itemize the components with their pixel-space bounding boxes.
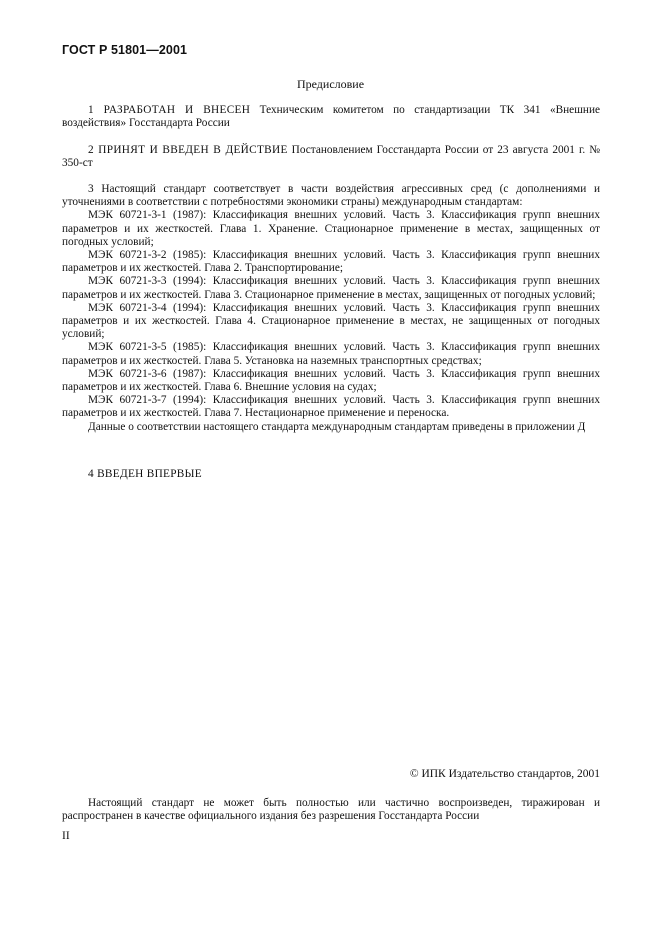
page-number: II <box>62 830 70 842</box>
item-1-lead: 1 РАЗРАБОТАН И ВНЕСЕН <box>88 104 251 116</box>
item-1-developed <box>62 104 600 130</box>
item-3-conformity <box>62 183 600 434</box>
section-title: Предисловие <box>296 77 365 91</box>
item-1-text: Техническим комитетом по стандартизации ТК 341 «Внешние воздействия» Госстандарта России <box>62 104 601 130</box>
standard-entry: МЭК 60721-3-3 (1994): Классификация внешних условий. Часть 3. Классификация групп внешних параметров и их жесткостей. Глава 3. Стационарное применение в местах, защищенных от погодных условий; <box>62 275 600 301</box>
document-code: ГОСТ Р 51801—2001 <box>62 43 188 57</box>
standard-entry: МЭК 60721-3-2 (1985): Классификация внешних условий. Часть 3. Классификация групп внешних параметров и их жесткостей. Глава 2. Транспортирование; <box>62 249 600 275</box>
item-2-lead: 2 ПРИНЯТ И ВВЕДЕН В ДЕЙСТВИЕ <box>88 144 288 156</box>
standard-entry: МЭК 60721-3-5 (1985): Классификация внешних условий. Часть 3. Классификация групп внешних параметров и их жесткостей. Глава 5. Установка на наземных транспортных средствах; <box>62 341 600 367</box>
item-2-adopted <box>62 144 600 170</box>
item-3-text: 3 Настоящий стандарт соответствует в части воздействия агрессивных сред (с дополнениями и уточнениями в соответствии с потребностями экономики страны) международным стандартам: <box>62 183 600 209</box>
correspondence-note: Данные о соответствии настоящего стандарта международным стандартам приведены в приложении Д <box>88 420 586 433</box>
standard-entry: МЭК 60721-3-1 (1987): Классификация внешних условий. Часть 3. Классификация групп внешних параметров и их жесткостей. Глава 1. Хранение. Стационарное применение в местах, защищенных от погодных условий; <box>62 209 600 248</box>
reproduction-notice <box>62 797 600 823</box>
item-4-text: 4 ВВЕДЕН ВПЕРВЫЕ <box>88 468 202 480</box>
item-2-text: Постановлением Госстандарта России от 23 августа 2001 г. № 350-ст <box>62 144 600 170</box>
standard-entry: МЭК 60721-3-6 (1987): Классификация внешних условий. Часть 3. Классификация групп внешних параметров и их жесткостей. Глава 6. Внешние условия на судах; <box>62 367 600 394</box>
standard-entry: МЭК 60721-3-7 (1994): Классификация внешних условий. Часть 3. Классификация групп внешних параметров и их жесткостей. Глава 7. Нестационарное применение и переноска. <box>62 394 600 420</box>
copyright-line: © ИПК Издательство стандартов, 2001 <box>409 768 600 780</box>
standard-entry: МЭК 60721-3-4 (1994): Классификация внешних условий. Часть 3. Классификация групп внешних параметров и их жесткостей. Глава 4. Стационарное применение в местах, не защищенных от погодных условий; <box>62 301 600 341</box>
reproduction-notice-text: Настоящий стандарт не может быть полностью или частично воспроизведен, тиражирован и распространен в качестве официального издания без разрешения Госстандарта России <box>62 797 600 823</box>
item-4-first-introduced <box>62 468 600 481</box>
